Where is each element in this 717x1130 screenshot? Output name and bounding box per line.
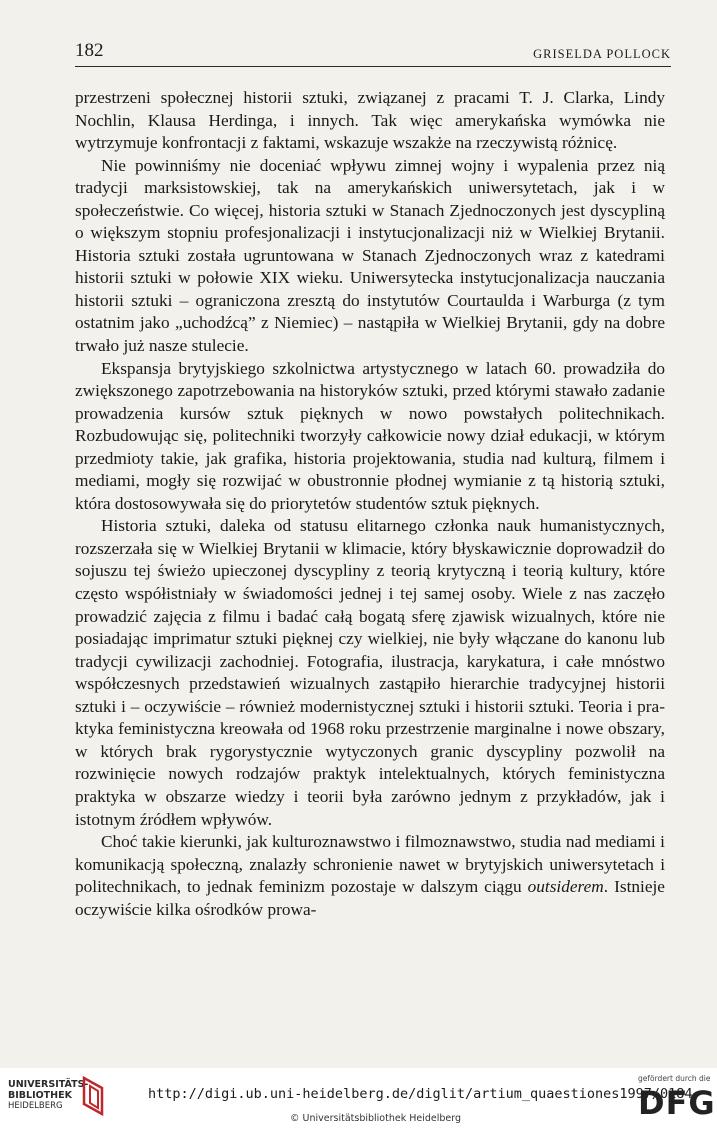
italic-term: outsiderem <box>527 877 604 897</box>
paragraph: Historia sztuki, daleka od statusu elitarnego członka nauk humanistycznych, rozszerzała się w Wielkiej Brytanii w klimacie, który błyskawicznie doprowadził do sojuszu tej świeżo upieczonej dyscypliny z teorią krytyczną i teorią kultury, które często współistniały w świadomości jednej i tej samej osoby. Wiele z nas zaczęło prowadzić zajęcia z filmu i badać całą bogatą sferę zjawisk wizualnych, które nie posiadając imprimatur sztuki pięknej czy wielkiej, nie były włączane do kanonu lub tradycji cywilizacji zachodniej. Fotografia, ilustracja, karykatura, i całe mnóstwo współczesnych przedstawień wizualnych zastąpiło hierarchie tradycyjnej historii sztuki i – oczywiście – również modernistycznej sztuki i historii sztuki. Teoria i praktyka feministyczna kreowała od 1968 roku przestrzenie marginalne i nowe obszary, w których brak rygorystycznie wytyczonych granic dyscypliny pozwolił na rozwinięcie nowych rodzajów praktyk intelektualnych, których feministyczna praktyka w obszarze wiedzy i teorii była zarówno jednym z przykładów, jak i istotnym źródłem wpływów. <box>75 516 665 829</box>
dfg-logo[interactable]: DFG <box>638 1084 716 1122</box>
library-name: UNIVERSITÄTS- BIBLIOTHEK HEIDELBERG <box>8 1079 89 1111</box>
funding-note: gefördert durch die <box>638 1074 711 1083</box>
library-mark-icon <box>80 1076 106 1116</box>
body-text <box>75 87 665 921</box>
copyright-notice: © Universitätsbibliothek Heidelberg <box>290 1113 462 1124</box>
digitization-footer <box>0 1068 717 1130</box>
header-rule <box>75 66 671 67</box>
page-number: 182 <box>75 40 104 61</box>
permalink-url[interactable]: http://digi.ub.uni-heidelberg.de/diglit/artium_quaestiones1997/0184 <box>148 1086 693 1102</box>
paragraph: przestrzeni społecznej historii sztuki, związanej z pracami T. J. Clarka, Lindy Nochlin, Klausa Herdinga, i innych. Tak więc amerykańska wymówka nie wytrzymuje konfrontacji z faktami, wskazuje wszakże na rzeczywistą różnicę. <box>75 88 665 153</box>
paragraph-text: Choć takie kierunki, jak kulturoznawstwo i filmoznawstwo, studia nad mediami i komunikacją społeczną, znalazły schronienie nawet w brytyjskich uniwersytetach i politechnikach, to jednak feminizm pozostaje w dalszym ciągu <box>75 832 665 897</box>
paragraph: Ekspansja brytyjskiego szkolnictwa artystycznego w latach 60. prowadziła do zwiększonego zapotrzebowania na historyków sztuki, przed którymi stawało zadanie prowadzenia kursów sztuk pięknych w nowo powstałych politechnikach. Rozbudowując się, politechniki tworzyły całkowicie nowy dział edukacji, w którym przedmioty takie, jak grafika, historia projektowania, studia nad kulturą, filmem i mediami, mogły się rozwijać w obustronnie płodnej wymianie z tą historią sztuki, która dostosowywała się do priorytetów studentów sztuk pięknych. <box>75 358 665 513</box>
library-logo[interactable] <box>8 1076 108 1122</box>
paragraph: Nie powinniśmy nie doceniać wpływu zimnej wojny i wypalenia przez nią tradycji marksistowskiej, tak na amerykańskich uniwersytetach, jak i w społeczeństwie. Co więcej, historia sztuki w Stanach Zjednoczonych jest dyscypliną o większym stopniu profesjonalizacji i instytucjonalizacji niż w Wielkiej Brytanii. Historia sztuki została ugruntowana w Stanach Zjednoczonych wraz z katedrami historii sztuki w połowie XIX wieku. Uniwersytecka instytucjonalizacja nauczania historii sztuki – ograniczona zresztą do instytutów Courtaulda i Warburga (z tym ostatnim jako „uchodźcą” z Niemiec) – nastąpiła w Wielkiej Brytanii, gdy na dobre trwało już nasze stulecie. <box>75 155 665 356</box>
paragraph-text: . Istnieje oczywiście kilka ośrodków prowa- <box>75 877 665 919</box>
paragraph <box>75 831 665 921</box>
running-head: GRISELDA POLLOCK <box>533 47 671 61</box>
